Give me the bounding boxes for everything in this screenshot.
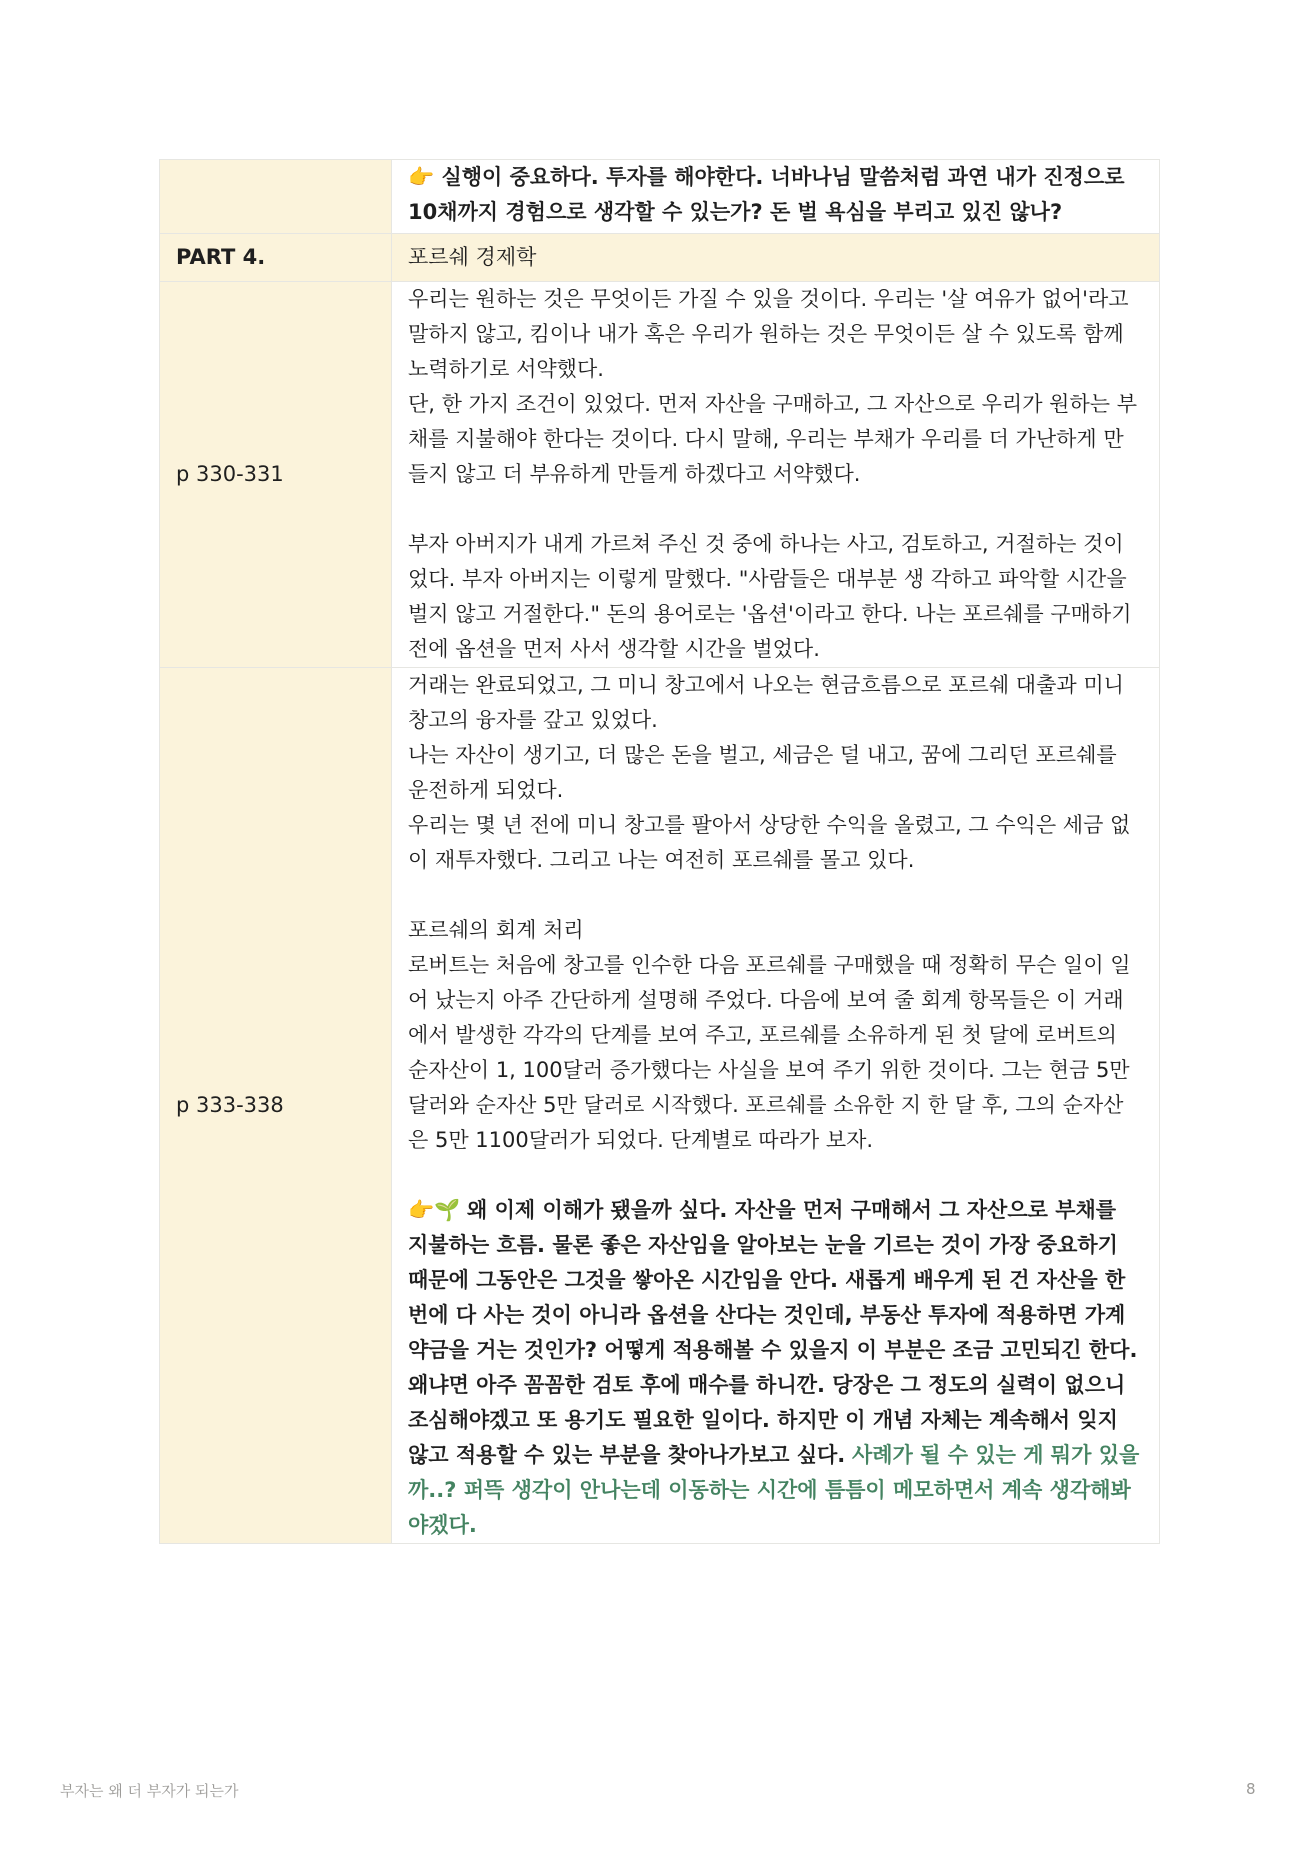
pointing-hand-sprout-icon: 👉🌱 — [408, 1198, 461, 1222]
paragraph: 부자 아버지가 내게 가르쳐 주신 것 중에 하나는 사고, 검토하고, 거절하는 것이었다. 부자 아버지는 이렇게 말했다. "사람들은 대부분 생 각하고 파악할 시간을 벌지 않고 거절한다." 돈의 용어로는 '옵션'이라고 한다. 나는 포르쉐를 구매하기 전에 옵션을 먼저 사서 생각할 시간을 벌었다. — [408, 532, 1132, 661]
row-content — [392, 668, 1160, 1544]
paragraph: 나는 자산이 생기고, 더 많은 돈을 벌고, 세금은 덜 내고, 꿈에 그리던 포르쉐를 운전하게 되었다. — [408, 743, 1117, 802]
table-row — [160, 282, 1160, 668]
page-range-label: p 330-331 — [160, 282, 392, 668]
paragraph: 거래는 완료되었고, 그 미니 창고에서 나오는 현금흐름으로 포르쉐 대출과 미니 창고의 융자를 갚고 있었다. — [408, 673, 1124, 732]
table-row-header — [160, 234, 1160, 282]
green-highlight-note: 사례가 될 수 있는 게 뭐가 있을까..? 퍼뜩 생각이 안나는데 이동하는 시간에 틈틈이 메모하면서 계속 생각해봐야겠다. — [408, 1443, 1140, 1537]
paragraph: 로버트는 처음에 창고를 인수한 다음 포르쉐를 구매했을 때 정확히 무슨 일이 일어 났는지 아주 간단하게 설명해 주었다. 다음에 보여 줄 회계 항목들은 이 거래에서 발생한 각각의 단계를 보여 주고, 포르쉐를 소유하게 된 첫 달에 로버트의 순자산이 1, 100달러 증가했다는 사실을 보여 주기 위한 것이다. 그는 현금 5만 달러와 순자산 5만 달러로 시작했다. 포르쉐를 소유한 지 한 달 후, 그의 순자산은 5만 1100달러가 되었다. 단계별로 따라가 보자. — [408, 953, 1131, 1152]
table-row — [160, 668, 1160, 1544]
paragraph: 우리는 원하는 것은 무엇이든 가질 수 있을 것이다. 우리는 '살 여유가 없어'라고 말하지 않고, 킴이나 내가 혹은 우리가 원하는 것은 무엇이든 살 수 있도록 함께 노력하기로 서약했다. — [408, 287, 1129, 381]
part-title: 포르쉐 경제학 — [392, 234, 1160, 282]
part-label: PART 4. — [160, 234, 392, 282]
highlight-note: 실행이 중요하다. 투자를 해야한다. 너바나님 말씀처럼 과연 내가 진정으로 10채까지 경험으로 생각할 수 있는가? 돈 벌 욕심을 부리고 있진 않나? — [408, 165, 1125, 224]
page-number: 8 — [1246, 1780, 1256, 1798]
row-content — [392, 160, 1160, 234]
footer-book-title: 부자는 왜 더 부자가 되는가 — [60, 1782, 239, 1800]
paragraph: 우리는 몇 년 전에 미니 창고를 팔아서 상당한 수익을 올렸고, 그 수익은 세금 없이 재투자했다. 그리고 나는 여전히 포르쉐를 몰고 있다. — [408, 813, 1131, 872]
row-label-empty — [160, 160, 392, 234]
reflection-note: 왜 이제 이해가 됐을까 싶다. 자산을 먼저 구매해서 그 자산으로 부채를 지불하는 흐름. 물론 좋은 자산임을 알아보는 눈을 기르는 것이 가장 중요하기 때문에 그동안은 그것을 쌓아온 시간임을 안다. 새롭게 배우게 된 건 자산을 한번에 다 사는 것이 아니라 옵션을 산다는 것인데, 부동산 투자에 적용하면 가계약금을 거는 것인가? 어떻게 적용해볼 수 있을지 이 부분은 조금 고민되긴 한다. 왜냐면 아주 꼼꼼한 검토 후에 매수를 하니깐. 당장은 그 정도의 실력이 없으니 조심해야겠고 또 용기도 필요한 일이다. 하지만 이 개념 자체는 계속해서 잊지 않고 적용할 수 있는 부분을 찾아나가보고 싶다. — [408, 1198, 1138, 1467]
subheading: 포르쉐의 회계 처리 — [408, 918, 584, 942]
pointing-hand-icon: 👉 — [408, 165, 435, 189]
paragraph: 단, 한 가지 조건이 있었다. 먼저 자산을 구매하고, 그 자산으로 우리가 원하는 부채를 지불해야 한다는 것이다. 다시 말해, 우리는 부채가 우리를 더 가난하게 만들지 않고 더 부유하게 만들게 하겠다고 서약했다. — [408, 392, 1137, 486]
row-content — [392, 282, 1160, 668]
notes-table — [159, 159, 1160, 1544]
page-range-label: p 333-338 — [160, 668, 392, 1544]
table-row — [160, 160, 1160, 234]
